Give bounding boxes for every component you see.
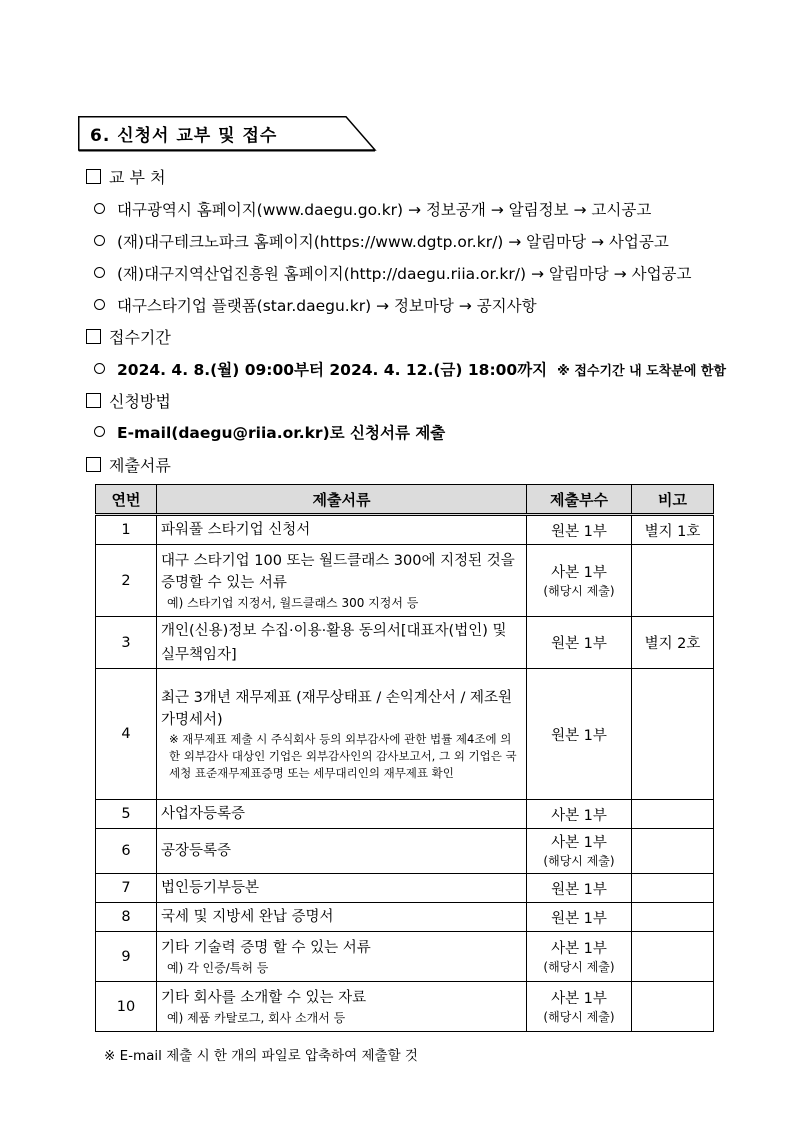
section-documents	[86, 453, 171, 476]
row-document-example: 예) 제품 카탈로그, 회사 소개서 등	[167, 1010, 346, 1025]
documents-table	[95, 484, 714, 1032]
row-count-cell	[527, 982, 632, 1032]
row-no: 6	[96, 829, 157, 874]
header-document: 제출서류	[157, 485, 527, 515]
row-count-sub: (해당시 제출)	[543, 1009, 615, 1024]
section-method	[86, 389, 171, 412]
row-no: 2	[96, 545, 157, 617]
row-document: 개인(신용)정보 수집·이용·활용 동의서[대표자(법인) 및 실무책임자]	[157, 617, 527, 669]
row-note	[632, 545, 714, 617]
row-no: 10	[96, 982, 157, 1032]
row-count: 사본 1부	[551, 990, 607, 1007]
table-row	[96, 932, 714, 982]
circle-bullet-icon	[94, 363, 105, 374]
row-no: 1	[96, 515, 157, 545]
row-count: 사본 1부	[551, 940, 607, 957]
table-row	[96, 800, 714, 829]
row-document: 대구 스타기업 100 또는 월드클래스 300에 지정된 것을 증명할 수 있는 서류	[161, 552, 515, 591]
table-row	[96, 545, 714, 617]
header-note: 비고	[632, 485, 714, 515]
period-note: ※ 접수기간 내 도착분에 한함	[557, 364, 727, 379]
section-heading: 6. 신청서 교부 및 접수	[90, 126, 278, 146]
row-document: 공장등록증	[157, 829, 527, 874]
row-document: 최근 3개년 재무제표 (재무상태표 / 손익계산서 / 제조원가명세서)	[161, 689, 513, 728]
row-count: 원본 1부	[527, 515, 632, 545]
circle-bullet-icon	[94, 235, 105, 246]
row-document-cell	[157, 545, 527, 617]
row-count: 사본 1부	[551, 564, 607, 581]
header-no: 연번	[96, 485, 157, 515]
row-count-sub: (해당시 제출)	[543, 854, 615, 868]
row-note	[632, 903, 714, 932]
row-note	[632, 874, 714, 903]
row-note: 별지 1호	[632, 515, 714, 545]
row-count: 사본 1부	[527, 800, 632, 829]
circle-bullet-icon	[94, 426, 105, 437]
period-item	[94, 358, 726, 380]
distribution-item: (재)대구지역산업진흥원 홈페이지(http://daegu.riia.or.kr/) → 알림마당 → 사업공고	[94, 262, 692, 284]
row-note	[632, 829, 714, 874]
table-row	[96, 515, 714, 545]
row-count-sub: (해당시 제출)	[543, 583, 615, 598]
row-count: 사본 1부	[551, 835, 607, 851]
row-count: 원본 1부	[527, 903, 632, 932]
table-row	[96, 829, 714, 874]
row-count-sub: (해당시 제출)	[543, 959, 615, 974]
circle-bullet-icon	[94, 203, 105, 214]
distribution-item: 대구광역시 홈페이지(www.daegu.go.kr) → 정보공개 → 알림정보 → 고시공고	[94, 198, 651, 220]
documents-label: 제출서류	[109, 456, 171, 475]
row-count-cell	[527, 829, 632, 874]
distribution-item: 대구스타기업 플랫폼(star.daegu.kr) → 정보마당 → 공지사항	[94, 294, 537, 316]
table-row	[96, 617, 714, 669]
header-count: 제출부수	[527, 485, 632, 515]
row-document-example: 예) 스타기업 지정서, 월드클래스 300 지정서 등	[167, 595, 419, 610]
square-bullet-icon	[86, 393, 101, 408]
table-row	[96, 982, 714, 1032]
circle-bullet-icon	[94, 267, 105, 278]
row-count: 원본 1부	[527, 874, 632, 903]
row-document-example: 예) 각 인증/특허 등	[167, 960, 269, 975]
row-document: 법인등기부등본	[157, 874, 527, 903]
table-row	[96, 874, 714, 903]
row-document-cell	[157, 932, 527, 982]
distribution-label: 교 부 처	[109, 168, 166, 187]
row-count: 원본 1부	[527, 669, 632, 800]
section-distribution	[86, 165, 166, 188]
row-document: 국세 및 지방세 완납 증명서	[157, 903, 527, 932]
footnote: ※ E-mail 제출 시 한 개의 파일로 압축하여 제출할 것	[104, 1048, 418, 1064]
row-count-cell	[527, 545, 632, 617]
distribution-item: (재)대구테크노파크 홈페이지(https://www.dgtp.or.kr/) → 알림마당 → 사업공고	[94, 230, 669, 252]
row-document-cell	[157, 669, 527, 800]
row-note	[632, 932, 714, 982]
row-document: 파워풀 스타기업 신청서	[157, 515, 527, 545]
row-count: 원본 1부	[527, 617, 632, 669]
method-text: E-mail(daegu@riia.or.kr)로 신청서류 제출	[117, 424, 446, 442]
table-row	[96, 903, 714, 932]
row-count-cell	[527, 932, 632, 982]
table-row	[96, 669, 714, 800]
row-document-cell	[157, 982, 527, 1032]
row-document-remark: ※ 재무제표 제출 시 주식회사 등의 외부감사에 관한 법률 제4조에 의한 외부감사 대상인 기업은 외부감사인의 감사보고서, 그 외 기업은 국세청 표준재무제표증명 또는 세무대리인의 재무제표 확인	[169, 731, 517, 780]
row-document: 기타 회사를 소개할 수 있는 자료	[161, 989, 367, 1006]
row-note	[632, 800, 714, 829]
square-bullet-icon	[86, 329, 101, 344]
row-no: 4	[96, 669, 157, 800]
row-document: 기타 기술력 증명 할 수 있는 서류	[161, 939, 371, 956]
row-no: 5	[96, 800, 157, 829]
method-item	[94, 421, 445, 443]
row-no: 9	[96, 932, 157, 982]
section-period	[86, 325, 171, 348]
square-bullet-icon	[86, 169, 101, 184]
row-note	[632, 982, 714, 1032]
period-text: 2024. 4. 8.(월) 09:00부터 2024. 4. 12.(금) 18:00까지	[117, 361, 548, 379]
row-no: 7	[96, 874, 157, 903]
row-note	[632, 669, 714, 800]
row-no: 3	[96, 617, 157, 669]
row-note: 별지 2호	[632, 617, 714, 669]
table-header-row	[96, 485, 714, 515]
row-no: 8	[96, 903, 157, 932]
period-label: 접수기간	[109, 328, 171, 347]
row-document: 사업자등록증	[157, 800, 527, 829]
circle-bullet-icon	[94, 299, 105, 310]
square-bullet-icon	[86, 457, 101, 472]
method-label: 신청방법	[109, 392, 171, 411]
